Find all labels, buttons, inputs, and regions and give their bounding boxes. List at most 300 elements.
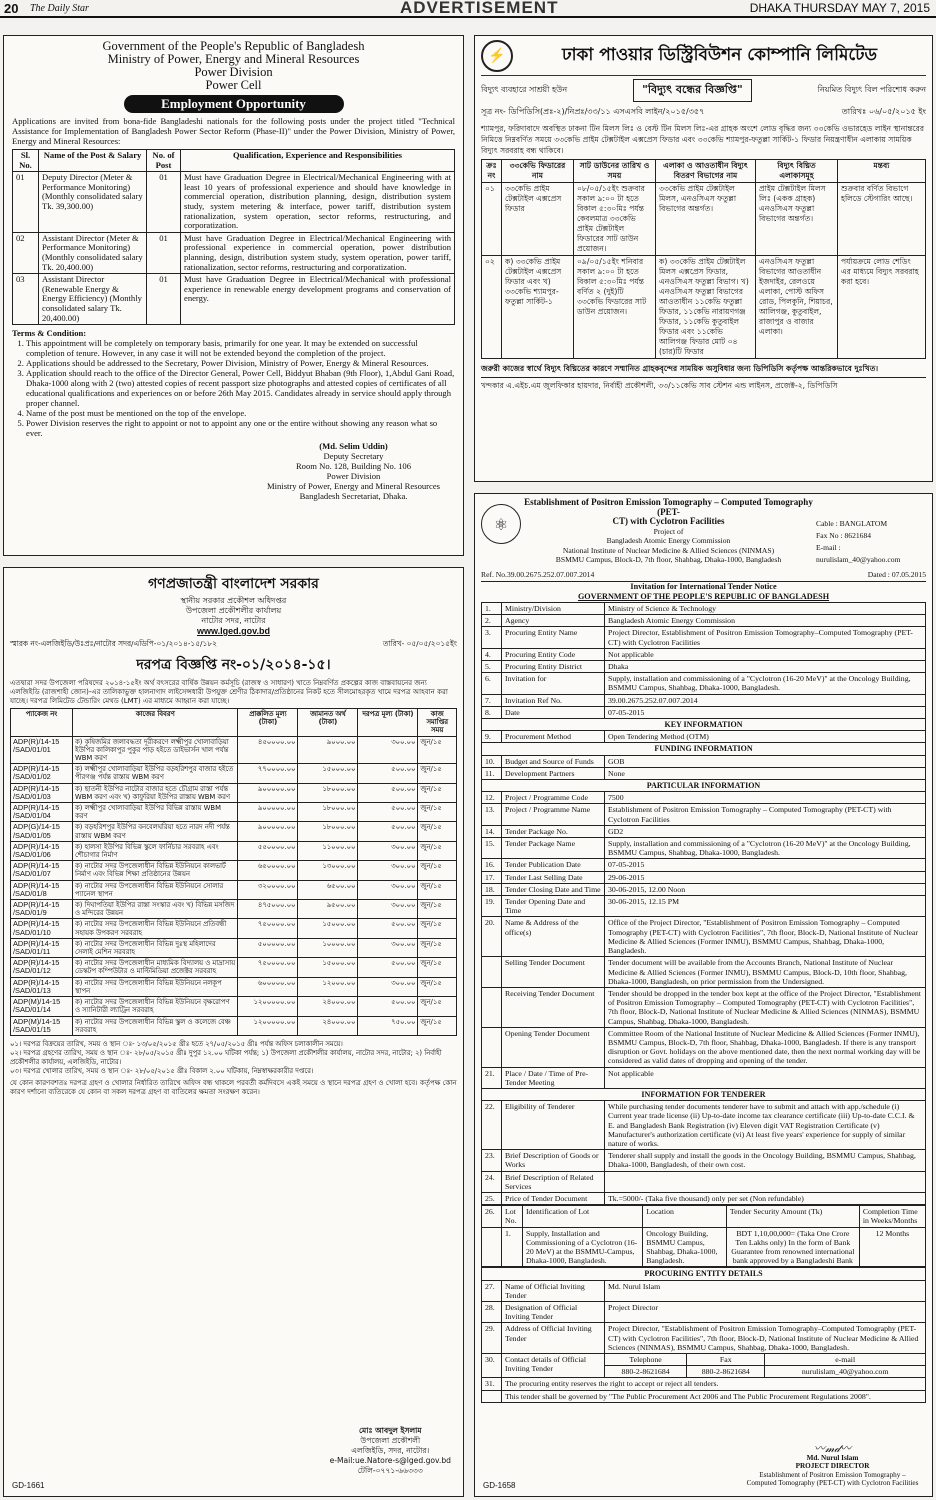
pet-ct-tender-notice	[474, 493, 933, 1497]
gov-line: Government of the People's Republic of Bangladesh	[102, 39, 365, 53]
row-value: Open Tendering Method (OTM)	[605, 731, 926, 743]
table-row	[482, 883, 926, 895]
section-procuring: PROCURING ENTITY DETAILS	[482, 1268, 926, 1280]
row-label: Place / Date / Time of Pre-Tender Meeting	[502, 1067, 605, 1088]
contact-header: 30. Contact details of Official Inviting Tender Telephone Fax e-mail	[482, 1354, 926, 1366]
cell-est: ১২০০০০০.০০	[238, 1016, 298, 1035]
cell-est: ৫০০০০০.০০	[238, 938, 298, 957]
cell-sec: ১৫০০০.০০	[298, 958, 358, 977]
slogan-left: বিদ্যুৎ ব্যবহারে সাশ্রয়ী হউন	[481, 85, 568, 94]
cell-code: ADP(M)/14-15 /SAD/01/15	[11, 1016, 73, 1035]
cell-code: ADP(R)/14-15 /SAD/01/10	[11, 919, 73, 938]
col-count: No. of Post	[147, 150, 181, 172]
table-row	[482, 896, 926, 917]
row-number	[482, 1027, 502, 1067]
row-label: Project / Programme Code	[502, 792, 605, 804]
row-value: Tenderer shall supply and install the goods in the Oncology Building, BSMMU Campus, Shahbag, Dhaka-1000, Bangladesh, of their own cost.	[605, 1150, 926, 1171]
row-label: Selling Tender Document	[502, 957, 605, 988]
table-row	[482, 917, 926, 957]
row-value: Committee Room of the National Institute of Nuclear Medicine & Allied Sciences (Former INMU), BSMMU Campus, Block-D, 7th floor, Shahbag, Dhaka-1000, Bangladesh. If there is any transport disruption or Govt. holidays on the above mentioned date, then the next normal working day will be considered as valid dates of dropping and opening of the tender.	[605, 1027, 926, 1067]
row-number: 2.	[482, 615, 502, 627]
row-number: 25.	[482, 1192, 502, 1204]
cell-fee: ৩০০.০০	[358, 861, 418, 880]
cell-code: ADP(R)/14-15 /SAD/01/04	[11, 803, 73, 822]
table-row	[11, 803, 457, 822]
row-label: Ministry/Division	[502, 603, 605, 615]
row-label: Project / Programme Name	[502, 804, 605, 825]
cell-dur: জুন/১৫	[418, 900, 457, 919]
table-row: 02 Assistant Director (Meter & Performance Monitoring) (Monthly consolidated salary Tk. 20,400.00) 01 Must have Graduation Degree in Electrical/Mechanical Engineering with professional experience in commercial operation, power distribution planning, design, distribution system study, system operation, power tariff, rationalization, sector reforms, restructuring and corporatization.	[13, 232, 455, 273]
row-value: Tk.=5000/- (Taka five thousand) only per set (Non refundable)	[605, 1192, 926, 1204]
procuring-table	[481, 1267, 926, 1402]
cell-fee: ৩০০.০০	[358, 977, 418, 996]
table-row	[482, 706, 926, 718]
table-row	[11, 764, 457, 783]
table-row	[482, 838, 926, 859]
cell-fee: ৫০০.০০	[358, 764, 418, 783]
cell-dur: জুন/১৫	[418, 880, 457, 899]
table-row	[11, 841, 457, 860]
table-row: ০১ ৩৩কেভি প্রাইম টেক্সটাইল এক্সপ্রেস ফিডার ০৮/০৫/১৫ইং শুক্রবার সকাল ৯:০০ টা হতে বিকাল ৫:৩০মিঃ পর্যন্ত কেবলমাত্র ৩৩কেভি প্রাইম টেক্সটাইল ফিডারের সাট ডাউন প্রয়োজন। ৩৩কেভি প্রাইম টেক্সটাইল মিলস, এনওসিএস ফতুল্লা বিভাগের অন্তর্গত। প্রাইম টেক্সটাইল মিলস লিঃ (একক গ্রাহক) এনওসিএস ফতুল্লা বিভাগের অন্তর্গত। শুক্রবার বর্ণিত বিভাগে হলিডে স্টেগারিং আছে।	[482, 183, 926, 256]
row-value: None	[605, 767, 926, 779]
schedule: ০১। দরপত্র বিক্রয়ের তারিখ, সময় ও স্থান ঃ- ১৩/০৫/২০১৫ খ্রীঃ হতে ২৭/০৫/২০১৫ খ্রীঃ পর্যন্ত অফিস চলাকালীন সময়ে। ০২। দরপত্র গ্রহণের তারিখ, সময় ও স্থান ঃ- ২৮/০৫/২০১৫ খ্রীঃ দুপুর ১২.০০ ঘটিকা পর্যন্ত; ১) উপজেলা প্রকৌশলীর কার্যালয়, নাটোর সদর, নাটোর; ২) নির্বাহী প্রকৌশলীর কার্যালয়, এলজিইডি, নাটোর। ০৩। দরপত্র খোলার তারিখ, সময় ও স্থান ঃ- ২৮/০৫/২০১৫ খ্রীঃ বিকাল ২.০০ ঘটিকায়, নিম্নস্বাক্ষরকারীর দপ্তরে।	[10, 1039, 442, 1075]
row-label: Procuring Entity Code	[502, 648, 605, 660]
cell-fee: ৫০০.০০	[358, 803, 418, 822]
row-label: Agency	[502, 615, 605, 627]
cell-code: ADP(R)/14-15 /SAD/01/06	[11, 841, 73, 860]
row-label: Tender Package No.	[502, 825, 605, 837]
cell-est: ৯০০০০০.০০	[238, 822, 298, 841]
row-value: 07-05-2015	[605, 706, 926, 718]
cell-dur: জুন/১৫	[418, 803, 457, 822]
term-item: 3. Application should reach to the office of the Director General, Power Cell, Biddyut Bhaban (9th Floor), 1,Abdul Gani Road, Dhaka-1000 along with 2 (two) attested copies of recent passport size photographs and attested copies of certificates of all educational qualifications and experiences on or before 26th May 2015. Candidates already in service should apply through proper channel.	[26, 368, 455, 408]
cell-dur: জুন/১৫	[418, 861, 457, 880]
lged-tender-notice	[3, 567, 464, 1497]
ad3-footer: যে কোন কারণবশতঃ দরপত্র গ্রহণ ও খোলার নির্ধারিত তারিখে অফিস বন্ধ থাকলে পরবর্তী কর্মদিবসে একই সময়ে ও স্থানে দরপত্র গ্রহণ ও খোলা হবে। কর্তৃপক্ষ কোন কারণ দর্শানো ব্যতিরেকে যে কোন বা সকল দরপত্র গ্রহণ বা বাতিলের ক্ষমতা সংরক্ষণ করেন।	[10, 1078, 457, 1096]
section-tenderer: INFORMATION FOR TENDERER	[482, 1088, 926, 1100]
row-value: Office of the Project Director, "Establishment of Positron Emission Tomography – Computed Tomography (PET-CT) with Cyclotron Facilities", 7th floor, Block-D, National Institute of Nuclear Medicine & Allied Sciences (Former INMU), BSMMU Campus, Shahbag, Dhaka-1000, Bangladesh.	[605, 917, 926, 957]
row-number: 23.	[482, 1150, 502, 1171]
ad1-header	[12, 40, 455, 92]
cell-code: ADP(M)/14-15 /SAD/01/14	[11, 997, 73, 1016]
cell-dur: জুন/১৫	[418, 841, 457, 860]
table-row	[11, 880, 457, 899]
terms	[12, 328, 455, 438]
table-row	[482, 1302, 926, 1323]
gov-title: গণপ্রজাতন্ত্রী বাংলাদেশ সরকার	[148, 576, 319, 592]
cell-est: ৩২০০০০.০০	[238, 880, 298, 899]
table-row	[482, 1323, 926, 1354]
row-number: 6.	[482, 673, 502, 694]
cell-code: ADP(R)/14-15 /SAD/01/8	[11, 880, 73, 899]
table-row	[11, 783, 457, 802]
atom-logo-icon: ⚛	[481, 504, 521, 544]
table-row: This tender shall be governed by "The Public Procurement Act 2006 and The Public Procurement Regulations 2008".	[482, 1390, 926, 1402]
cell-code: ADP(R)/14-15 /SAD/01/13	[11, 977, 73, 996]
row-value: GD2	[605, 825, 926, 837]
row-number: 17.	[482, 871, 502, 883]
table-row: ০২ ক) ৩৩কেভি প্রাইম টেক্সটাইল এক্সপ্রেস ফিডার এবং খ) ৩৩কেভি শ্যামপুর-ফতুল্লা সার্কিট-১ ০৯/০৫/১৫ইং শনিবার সকাল ৯:০০ টা হতে বিকাল ৫:৩০মিঃ পর্যন্ত বর্ণিত ২ (দুই)টি ৩৩কেভি ফিডারের সাট ডাউন প্রয়োজন। ক) ৩৩কেভি প্রাইম টেক্সটাইল মিলস এক্সপ্রেস ফিডার, এনওসিএস ফতুল্লা বিভাগ। খ) এনওসিএস ফতুল্লা বিভাগের আওতাধীন ১১কেভি ফতুল্লা ফিডার, ১১কেভি নারায়ণগঞ্জ ফিডার, ১১কেভি কুতুবাইল ফিডার এবং ১১কেভি আলিগঞ্জ ফিডার মোট ০৪ (চার)টি ফিডার এনওসিএস ফতুল্লা বিভাগের আওতাধীন ইজদাইর, রেলওয়ে এলাকা, পোস্ট অফিস রোড, পিলকুনি, শিয়াচর, আলিগঞ্জ, কুতুবাইল, রাজাপুর ও বাজার এলাকা। পর্যায়ক্রমে লোড শেডিং এর মাধ্যমে বিদ্যুৎ সরবরাহ করা হবে।	[482, 256, 926, 359]
cell-est: ৪৫০০০০.০০	[238, 736, 298, 764]
row-label: Invitation Ref No.	[502, 694, 605, 706]
company-name: ঢাকা পাওয়ার ডিস্ট্রিবিউশন কোম্পানি লিমিটেড	[561, 45, 878, 65]
table-row	[11, 736, 457, 764]
row-label: Tender Package Name	[502, 838, 605, 859]
table-row	[482, 1101, 926, 1150]
row-value: Md. Nurul Islam	[605, 1280, 926, 1301]
cell-sec: ১৩০০০.০০	[298, 861, 358, 880]
cell-desc: ক) নাটোর সদর উপজেলাধীন বিভিন্ন ইউনিয়নে বৃক্ষরোপণ ও স্যানিটারী ল্যাট্রিন সরবরাহ	[73, 997, 238, 1016]
terms-title: Terms & Condition:	[12, 328, 87, 339]
ad4-signature: 〰𝓂𝒹〰 Md. Nurul Islam PROJECT DIRECTOR Establishment of Positron Emission Tomography – Computed Tomography (PET-CT) with Cyclotron Facilities	[746, 1442, 919, 1488]
tender-title: দরপত্র বিজ্ঞপ্তি নং-০১/২০১৪-১৫।	[136, 657, 331, 673]
row-value: Bangladesh Atomic Energy Commission	[605, 615, 926, 627]
cell-sec: ১৮০০০.০০	[298, 783, 358, 802]
term-item: 2. Applications should be addressed to the Secretary, Power Division, Ministry of Power, Energy & Mineral Resources.	[26, 358, 455, 368]
cell-desc: ক) দিঘাপতিয়া ইউপির রাস্তা সংস্কার এবং খ) বিভিন্ন মসজিদ ও মন্দিরের উন্নয়ন	[73, 900, 238, 919]
row-number: 28.	[482, 1302, 502, 1323]
cell-fee: ৩০০.০০	[358, 900, 418, 919]
cell-code: ADP(G)/14-15 /SAD/01/05	[11, 822, 73, 841]
cell-desc: ক) নাটোর সদর উপজেলাধীন বিভিন্ন ইউনিয়নে নলকূপ স্থাপন	[73, 977, 238, 996]
cell-dur: জুন/১৫	[418, 736, 457, 764]
row-value: Establishment of Positron Emission Tomography – Computed Tomography (PET-CT) with Cyclotron Facilities	[605, 804, 926, 825]
table-row	[482, 1280, 926, 1301]
row-value: Ministry of Science & Technology	[605, 603, 926, 615]
cell-fee: ৫০০.০০	[358, 958, 418, 977]
cell-est: ১২০০০০০.০০	[238, 997, 298, 1016]
table-row	[482, 767, 926, 779]
cell-dur: জুন/১৫	[418, 938, 457, 957]
cell-dur: জুন/১৫	[418, 764, 457, 783]
row-value: Project Director	[605, 1302, 926, 1323]
gd-code: GD-1658	[483, 1481, 516, 1490]
table-row	[11, 977, 457, 996]
memo-number: স্মারক নং-এলজিইডি/উঃপ্রঃ/নাটোর সদর/এডিপি-০১/২০১৪-১৫/১৮২	[10, 639, 217, 648]
row-number: 27.	[482, 1280, 502, 1301]
row-number: 8.	[482, 706, 502, 718]
cell-sec: ২৪০০০.০০	[298, 997, 358, 1016]
table-row: 1. Supply, Installation and Commissioning of a Cyclotron (16-20 MeV) at the BSMMU-Campus, Dhaka-1000, Bangladesh. Oncology Building, BSMMU Campus, Shahbag, Dhaka-1000, Bangladesh. BDT 1,10,00,000= (Taka One Crore Ten Lakhs only) In the form of Bank Guarantee from renowned international bank approved by a Bangladeshi Bank 12 Months	[482, 1227, 926, 1267]
row-label: Receiving Tender Document	[502, 987, 605, 1027]
lot-header: 26. Lot No. Identification of Lot Location Tender Security Amount (Tk) Completion Time in Weeks/Months	[482, 1206, 926, 1227]
tender-intro: এতদ্বারা সদর উপজেলা পরিষদের ২০১৪-১৫ইং অর্থ বৎসরের বার্ষিক উন্নয়ন কর্মসূচি (রাজস্ব ও সাধারণ) খাতে নিম্নবর্ণিত প্রকল্পের কাজ বাস্তবায়নের জন্য এলজিইডি (রাজশাহী জোন)-এর তালিকাভুক্ত হালনাগাদ লাইসেন্সধারী উপযুক্ত শ্রেণীর ঠিকাদার/প্রতিষ্ঠানের নিকট হতে সীলমোহরকৃত খামে দরপত্র আহবান করা যাচ্ছে। দরপত্র লিমিটেড টেন্ডারিং মেথড (LMT) এর মাধ্যমে আহ্বান করা যাচ্ছে।	[10, 679, 448, 705]
term-item: 5. Power Division reserves the right to appoint or not to appoint any one or the entire without showing any reason what so ever.	[26, 418, 455, 438]
cell-desc: ক) নাটোর সদর উপজেলাধীন বিভিন্ন ইউনিয়নে সোলার প্যানেল স্থাপন	[73, 880, 238, 899]
cell-fee: ৩০০.০০	[358, 880, 418, 899]
table-row	[482, 1171, 926, 1192]
packages-table: প্যাকেজ নং কাজের বিবরণ প্রাক্কলিত মূল্য (টাকা) জামানত অর্থ (টাকা) দরপত্র মূল্য (টাকা) কাজ সমাপ্তির সময় ADP(R)/14-15 /SAD/01/01 ক) কৃষিজমির জলাবদ্ধতা দূরীকরণে লক্ষ্মীপুর খোলাবাড়িয়া ইউপির কালিকাপুর পুকুর পাড় হইতে ডাইভার্সন খাল পর্যন্ত WBM করণ ৪৫০০০০.০০ ৯০০০.০০ ৩০০.০০ জুন/১৫ ADP(R)/14-15 /SAD/01/02 ক) লক্ষ্মীপুর খোলাবাড়িয়া ইউপির বড়হরিশপুর বাজার হইতে পীরগঞ্জ পর্যন্ত রাস্তায় WBM করণ ৭৭০০০০.০০ ১৫০০০.০০ ৫০০.০০ জুন/১৫ ADP(R)/14-15 /SAD/01/03 ক) ছাতনী ইউপির নাটোর বাজার হতে চৌগ্রাম রাস্তা পর্যন্ত WBM করণ এবং খ) কাফুরিয়া ইউপির রাস্তায় WBM করণ ৯০০০০০.০০ ১৮০০০.০০ ৫০০.০০ জুন/১৫ ADP(R)/14-15 /SAD/01/04 ক) লক্ষ্মীপুর খোলাবাড়িয়া ইউপির বিভিন্ন রাস্তায় WBM করণ ৯০০০০০.০০ ১৮০০০.০০ ৫০০.০০ জুন/১৫ ADP(G)/14-15 /SAD/01/05 ক) বড়হরিশপুর ইউপির বনবেলঘরিয়া হতে নারদ নদী পর্যন্ত রাস্তায় WBM করণ ৯০০০০০.০০ ১৮০০০.০০ ৫০০.০০ জুন/১৫ ADP(R)/14-15 /SAD/01/06 ক) হালসা ইউপির বিভিন্ন স্কুলে ফার্নিচার সরবরাহ এবং শৌচাগার নির্মাণ ৫৫০০০০.০০ ১১০০০.০০ ৩০০.০০ জুন/১৫ ADP(R)/14-15 /SAD/01/07 ক) নাটোর সদর উপজেলাধীন বিভিন্ন ইউনিয়নে কালভার্ট নির্মাণ এবং বিভিন্ন শিক্ষা প্রতিষ্ঠানের উন্নয়ন ৬৫০০০০.০০ ১৩০০০.০০ ৩০০.০০ জুন/১৫ ADP(R)/14-15 /SAD/01/8 ক) নাটোর সদর উপজেলাধীন বিভিন্ন ইউনিয়নে সোলার প্যানেল স্থাপন ৩২০০০০.০০ ৬৫০০.০০ ৩০০.০০ জুন/১৫ ADP(R)/14-15 /SAD/01/9 ক) দিঘাপতিয়া ইউপির রাস্তা সংস্কার এবং খ) বিভিন্ন মসজিদ ও মন্দিরের উন্নয়ন ৪৭৫০০০.০০ ৯৫০০.০০ ৩০০.০০ জুন/১৫ ADP(R)/14-15 /SAD/01/10 ক) নাটোর সদর উপজেলাধীন বিভিন্ন ইউনিয়নে প্রতিবন্ধী সহায়ক উপকরণ সরবরাহ ৭৫০০০০.০০ ১৫০০০.০০ ৫০০.০০ জুন/১৫ ADP(R)/14-15 /SAD/01/11 ক) নাটোর সদর উপজেলাধীন বিভিন্ন দুঃস্থ মহিলাদের সেলাই মেশিন সরবরাহ ৫০০০০০.০০ ১০০০০.০০ ৩০০.০০ জুন/১৫ ADP(R)/14-15 /SAD/01/12 ক) নাটোর সদর উপজেলাধীন মাধ্যমিক বিদ্যালয় ও মাদ্রাসায় ডেস্কটপ কম্পিউটার ও মাল্টিমিডিয়া প্রজেক্টর সরবরাহ ৭৫০০০০.০০ ১৫০০০.০০ ৫০০.০০ জুন/১৫ ADP(R)/14-15 /SAD/01/13 ক) নাটোর সদর উপজেলাধীন বিভিন্ন ইউনিয়নে নলকূপ স্থাপন ৬০০০০০.০০ ১২০০০.০০ ৩০০.০০ জুন/১৫ ADP(M)/14-15 /SAD/01/14 ক) নাটোর সদর উপজেলাধীন বিভিন্ন ইউনিয়নে বৃক্ষরোপণ ও স্যানিটারী ল্যাট্রিন সরবরাহ ১২০০০০০.০০ ২৪০০০.০০ ৫০০.০০ জুন/১৫ ADP(M)/14-15 /SAD/01/15 ক) নাটোর সদর উপজেলাধীন বিভিন্ন স্কুল ও কলেজে বেঞ্চ সরবরাহ ১২০০০০০.০০ ২৪০০০.০০ ৭৫০.০০ জুন/১৫	[10, 708, 457, 1036]
division-line: Power Division	[194, 65, 273, 79]
cell-est: ৭৫০০০০.০০	[238, 919, 298, 938]
ad4-header	[481, 498, 926, 566]
cell-sec: ১০০০০.০০	[298, 938, 358, 957]
row-label: Procuring Entity District	[502, 661, 605, 673]
contact-row: 880-2-8621684 880-2-8621684 nurulislam_40@yahoo.com	[482, 1366, 926, 1378]
table-row: 03 Assistant Director (Renewable Energy & Energy Efficiency) (Monthly consolidated salary Tk. 20,400.00) 01 Must have Graduation Degree in Electrical/Mechanical with professional experience in renewable energy development programs and conservation of energy.	[13, 274, 455, 325]
table-row	[11, 938, 457, 957]
cell-est: ৭৫০০০০.০০	[238, 958, 298, 977]
row-value: While purchasing tender documents tenderer have to submit and attach with app./schedule (i) Current year trade license (ii) Up-to-date income tax clearance certificate (iii) Up-to-date C.C.I. & E. and Bangladesh Bank Registration (iv) Eleven digit VAT Registration Certificate (v) Manufacturer's authorization certificate (vi) At least five years' experience for supply of similar nature of works.	[605, 1101, 926, 1150]
row-number: 1.	[482, 603, 502, 615]
table-row	[482, 694, 926, 706]
ad1-signature: (Md. Selim Uddin) Deputy Secretary Room No. 128, Building No. 106 Power Division Ministry of Power, Energy and Mineral Resources Bangladesh Secretariat, Dhaka.	[266, 441, 440, 502]
row-label: Brief Description of Related Services	[502, 1171, 605, 1192]
row-label: Name & Address of the office(s)	[502, 917, 605, 957]
table-row	[11, 900, 457, 919]
row-number: 13.	[482, 804, 502, 825]
row-value: Tender should be dropped in the tender box kept at the office of the Project Director, "Establishment of Positron Emission Tomography – Computed Tomography (PET-CT) with Cyclotron Facilities", 7th floor, Block-D, National Institute of Nuclear Medicine & Allied Sciences (NINMAS), BSMMU Campus, Shahbag, Dhaka-1000, Bangladesh.	[605, 987, 926, 1027]
cell-code: ADP(R)/14-15 /SAD/01/11	[11, 938, 73, 957]
cell-est: ৯০০০০০.০০	[238, 783, 298, 802]
row-value: 30-06-2015, 12.15 PM	[605, 896, 926, 917]
contact-block: Cable : BANGLATOM Fax No : 8621684 E-mail : nurulislam_40@yahoo.com	[816, 498, 926, 566]
cell-est: ৭৭০০০০.০০	[238, 764, 298, 783]
slogan-right: নিয়মিত বিদ্যুৎ বিল পরিশোধ করুন	[817, 85, 926, 94]
row-label: Opening Tender Document	[502, 1027, 605, 1067]
row-number: 20.	[482, 917, 502, 957]
table-row	[482, 957, 926, 988]
cell-fee: ৭৫০.০০	[358, 1016, 418, 1035]
row-value: 7500	[605, 792, 926, 804]
row-value: Not applicable	[605, 648, 926, 660]
cell-dur: জুন/১৫	[418, 783, 457, 802]
table-row	[482, 661, 926, 673]
table-row	[11, 861, 457, 880]
table-row	[482, 859, 926, 871]
row-number: 9.	[482, 731, 502, 743]
email-link[interactable]: nurulislam_40@yahoo.com	[765, 1366, 926, 1378]
row-value: Project Director, Establishment of Positron Emission Tomography–Computed Tomography (PET-CT) with Cyclotron Facilities	[605, 627, 926, 648]
table-row	[482, 603, 926, 615]
row-number: 10.	[482, 755, 502, 767]
table-row	[482, 1150, 926, 1171]
row-label: Designation of Official Inviting Tender	[502, 1302, 605, 1323]
row-number	[482, 987, 502, 1027]
cell-sec: ১৮০০০.০০	[298, 822, 358, 841]
row-value: 07-05-2015	[605, 859, 926, 871]
table-row	[482, 1067, 926, 1088]
table-row	[482, 825, 926, 837]
row-number: 4.	[482, 648, 502, 660]
cell-est: ৬৫০০০০.০০	[238, 861, 298, 880]
gov-title: GOVERNMENT OF THE PEOPLE'S REPUBLIC OF BANGLADESH	[577, 592, 830, 601]
power-shutdown-notice	[474, 35, 933, 482]
row-number: 12.	[482, 792, 502, 804]
row-label: Price of Tender Document	[502, 1192, 605, 1204]
website-link[interactable]: www.lged.gov.bd	[197, 626, 270, 636]
dpdc-logo-icon: ⚡	[481, 40, 513, 72]
row-label: Tender Opening Date and Time	[502, 896, 605, 917]
cell-sec: ৯০০০.০০	[298, 736, 358, 764]
cell-dur: জুন/১৫	[418, 977, 457, 996]
section-particular: PARTICULAR INFORMATION	[482, 780, 926, 792]
term-item: 1. This appointment will be completely on temporary basis, primarily for one year. It may be extended on successful completion of tenure. However, in any case it will not be extended beyond the completion of the project.	[26, 338, 455, 358]
table-row	[11, 1016, 457, 1035]
page-number: 20	[4, 0, 19, 16]
table-row: 01 Deputy Director (Meter & Performance Monitoring) (Monthly consolidated salary Tk. 39,300.00) 01 Must have Graduation Degree in Electrical/Mechanical Engineering with at least 10 years of professional experience and should have knowledge in commercial operation, distribution planning, design, distribution system study, system metering & interface, power tariff, distribution system rationalization, system operation, sector reforms, restructuring, and corporatization.	[13, 172, 455, 233]
cell-fee: ৫০০.০০	[358, 919, 418, 938]
row-label: Name of Official Inviting Tender	[502, 1280, 605, 1301]
cell-code: ADP(R)/14-15 /SAD/01/02	[11, 764, 73, 783]
cell-dur: জুন/১৫	[418, 822, 457, 841]
paper-name: The Daily Star	[30, 2, 89, 14]
cell-desc: ক) নাটোর সদর উপজেলাধীন বিভিন্ন ইউনিয়নে কালভার্ট নির্মাণ এবং বিভিন্ন শিক্ষা প্রতিষ্ঠানের উন্নয়ন	[73, 861, 238, 880]
email-link[interactable]: E-mail : nurulislam_40@yahoo.com	[816, 543, 901, 564]
section-funding: FUNDING INFORMATION	[482, 743, 926, 755]
table-row	[482, 804, 926, 825]
table-row	[11, 997, 457, 1016]
cell-est: ৫৫০০০০.০০	[238, 841, 298, 860]
ad2-apology: জরুরী কাজের স্বার্থে বিদ্যুৎ বিঘ্নিতের কারণে সম্মানিত গ্রাহকবৃন্দের সাময়িক অসুবিধার জন্য ডিপিডিসি কর্তৃপক্ষ আন্তরিকভাবে দুঃখিত।	[481, 364, 879, 373]
cell-desc: ক) নাটোর সদর উপজেলাধীন বিভিন্ন দুঃস্থ মহিলাদের সেলাই মেশিন সরবরাহ	[73, 938, 238, 957]
cell-sec: ৬৫০০.০০	[298, 880, 358, 899]
ad2-subheader	[481, 79, 926, 102]
dept-lines: স্থানীয় সরকার প্রকৌশল অধিদপ্তর উপজেলা প্রকৌশলীর কার্যালয় নাটোর সদর, নাটোর	[180, 596, 287, 625]
cell-desc: ক) কৃষিজমির জলাবদ্ধতা দূরীকরণে লক্ষ্মীপুর খোলাবাড়িয়া ইউপির কালিকাপুর পুকুর পাড় হইতে ডাইভার্সন খাল পর্যন্ত WBM করণ	[73, 736, 238, 764]
row-number	[482, 957, 502, 988]
section-title: ADVERTISEMENT	[400, 0, 559, 17]
row-label: Eligibility of Tenderer	[502, 1101, 605, 1150]
ad2-issuer: খন্দকার এ.এইচ.এম জুলফিকার হায়দার, নির্বাহী প্রকৌশলী, ৩৩/১১কেভি সাব স্টেশন এন্ড লাইনস, প্রজেক্ট-২, ডিপিডিসি	[481, 377, 926, 391]
section-key: KEY INFORMATION	[482, 719, 926, 731]
row-number: 29.	[482, 1323, 502, 1354]
cell-sec: ১৮০০০.০০	[298, 803, 358, 822]
ad3-signature: মোঃ আবদুল ইসলাম উপজেলা প্রকৌশলী এলজিইডি, সদর, নাটোর। e-Mail:ue.Natore-s@lged.gov.bd টেলি-০৭৭১-৬৬৩৩৩	[329, 1426, 451, 1475]
row-number: 19.	[482, 896, 502, 917]
table-row	[11, 919, 457, 938]
cell-est: ৬০০০০০.০০	[238, 977, 298, 996]
cell-fee: ৫০০.০০	[358, 783, 418, 802]
gd-code: GD-1661	[12, 1481, 45, 1490]
table-row	[482, 987, 926, 1027]
cell-sec: ১৫০০০.০০	[298, 919, 358, 938]
table-row	[482, 673, 926, 694]
col-post: Name of the Post & Salary	[39, 150, 147, 172]
table-row	[11, 958, 457, 977]
memo-line	[10, 639, 457, 651]
cell-sec: ৯৫০০.০০	[298, 900, 358, 919]
row-label: Development Partners	[502, 767, 605, 779]
row-label: Procuring Entity Name	[502, 627, 605, 648]
row-value: GOB	[605, 755, 926, 767]
cell-dur: জুন/১৫	[418, 997, 457, 1016]
cell-desc: ক) ছাতনী ইউপির নাটোর বাজার হতে চৌগ্রাম রাস্তা পর্যন্ত WBM করণ এবং খ) কাফুরিয়া ইউপির রাস্তায় WBM করণ	[73, 783, 238, 802]
cell-sec: ১৫০০০.০০	[298, 764, 358, 783]
cell-fee: ৩০০.০০	[358, 841, 418, 860]
table-row	[482, 1027, 926, 1067]
row-label: Budget and Source of Funds	[502, 755, 605, 767]
row-label: Invitation for	[502, 673, 605, 694]
table-row: 31. The procuring entity reserves the right to accept or reject all tenders.	[482, 1378, 926, 1390]
row-number: 24.	[482, 1171, 502, 1192]
cell-fee: ৩০০.০০	[358, 736, 418, 764]
cell-dur: জুন/১৫	[418, 1016, 457, 1035]
table-row	[482, 615, 926, 627]
issue-date: DHAKA THURSDAY MAY 7, 2015	[749, 1, 930, 15]
cell-line: Power Cell	[205, 78, 262, 92]
cell-code: ADP(R)/14-15 /SAD/01/12	[11, 958, 73, 977]
cell-desc: ক) নাটোর সদর উপজেলাধীন মাধ্যমিক বিদ্যালয় ও মাদ্রাসায় ডেস্কটপ কম্পিউটার ও মাল্টিমিডিয়া প্রজেক্টর সরবরাহ	[73, 958, 238, 977]
col-sl: Sl. No.	[13, 150, 39, 172]
col-qualification: Qualification, Experience and Responsibilities	[181, 150, 455, 172]
ad2-header	[481, 40, 926, 76]
posts-table	[12, 149, 455, 325]
row-value: Project Director, "Establishment of Positron Emission Tomography–Computed Tomography (PET-CT) with Cyclotron Facilities", 7th floor, Block-D, National Institute of Nuclear Medicine & Allied Sciences (NINMAS), BSMMU Campus, Shahbag, Dhaka-1000, Bangladesh.	[605, 1323, 926, 1354]
row-value: Tender document will be available from the Accounts Branch, National Institute of Nuclear Medicine & Allied Sciences (Former INMU), BSMMU Campus, Block-D, 10th floor, Shahbag, Dhaka-1000, Bangladesh, on prior permission from the Undersigned.	[605, 957, 926, 988]
row-value: 29-06-2015	[605, 871, 926, 883]
row-value	[605, 1171, 926, 1192]
ad4-ref: Ref. No.39.00.2675.252.07.007.2014 Dated : 07.05.2015	[481, 568, 926, 582]
tender-table	[481, 602, 926, 1205]
cell-desc: ক) লক্ষ্মীপুর খোলাবাড়িয়া ইউপির বড়হরিশপুর বাজার হইতে পীরগঞ্জ পর্যন্ত রাস্তায় WBM করণ	[73, 764, 238, 783]
row-label: Date	[502, 706, 605, 718]
table-row	[482, 871, 926, 883]
cell-code: ADP(R)/14-15 /SAD/01/03	[11, 783, 73, 802]
cell-sec: ১২০০০.০০	[298, 977, 358, 996]
cell-est: ৪৭৫০০০.০০	[238, 900, 298, 919]
term-item: 4. Name of the post must be mentioned on the top of the envelope.	[26, 408, 455, 418]
lot-table	[481, 1205, 926, 1267]
row-number: 16.	[482, 859, 502, 871]
cell-dur: জুন/১৫	[418, 958, 457, 977]
ad2-ref	[481, 106, 926, 119]
row-label: Tender Closing Date and Time	[502, 883, 605, 895]
row-value: 39.00.2675.252.07.007.2014	[605, 694, 926, 706]
signature-scribble: 〰𝓂𝒹〰	[814, 1442, 851, 1456]
table-row	[482, 627, 926, 648]
cell-dur: জুন/১৫	[418, 919, 457, 938]
row-number: 11.	[482, 767, 502, 779]
cell-desc: ক) লক্ষ্মীপুর খোলাবাড়িয়া ইউপির বিভিন্ন রাস্তায় WBM করণ	[73, 803, 238, 822]
notice-title: Invitation for International Tender Notice	[630, 582, 777, 591]
table-row	[482, 1192, 926, 1204]
row-value: 30-06-2015, 12.00 Noon	[605, 883, 926, 895]
email-link[interactable]: e-Mail:ue.Natore-s@lged.gov.bd	[329, 1456, 451, 1465]
ad2-body: শ্যামপুর, ফরিদাবাদে অবস্থিত ঢাকনা টিন মিলস লিঃ ও বেস্ট টিন মিলস লিঃ-এর গ্রাহক অংশে লোড বৃদ্ধির জন্য ৩৩কেভি ওভারহেড লাইন স্থানান্তরের নিমিত্তে নিম্নবর্ণিত সময়ে ৩৩কেভি প্রাইম টেক্সটাইল এক্সপ্রেস ফিডার এবং ৩৩কেভি শ্যামপুর-ফতুল্লা সার্কিট-১ ফিডার নিয়ন্ত্রণাধীন এলাকায় সাময়িক বিদ্যুৎ সরবরাহ বন্ধ থাকিবে।	[481, 124, 925, 155]
row-number: 3.	[482, 627, 502, 648]
table-row	[482, 755, 926, 767]
row-label: Tender Publication Date	[502, 859, 605, 871]
row-value: Supply, installation and commissioning of a "Cyclotron (16-20 MeV)" at the Oncology Building, BSMMU Campus, Shahbag, Dhaka-1000, Bangladesh.	[605, 838, 926, 859]
cell-desc: ক) নাটোর সদর উপজেলাধীন বিভিন্ন ইউনিয়নে প্রতিবন্ধী সহায়ক উপকরণ সরবরাহ	[73, 919, 238, 938]
table-row	[482, 648, 926, 660]
row-value: Supply, installation and commissioning of a "Cyclotron (16-20 MeV)" at the Oncology Building, BSMMU Campus, Shahbag, Dhaka-1000, Bangladesh.	[605, 673, 926, 694]
table-row	[482, 731, 926, 743]
ref-number: সূত্র নং- ডিপিডিসি(প্রঃ-২)/নিপ্রঃ/৩৩/১১ এসএসবি লাইন/২০১৫/৩৫৭	[481, 107, 705, 116]
memo-date: তারিখ- ০৫/০৫/২০১৫ইং	[382, 639, 457, 648]
cell-desc: ক) নাটোর সদর উপজেলাধীন বিভিন্ন স্কুল ও কলেজে বেঞ্চ সরবরাহ	[73, 1016, 238, 1035]
row-value: Not applicable	[605, 1067, 926, 1088]
table-row	[11, 822, 457, 841]
employment-banner: Employment Opportunity	[124, 95, 344, 113]
row-number: 14.	[482, 825, 502, 837]
table-row	[482, 792, 926, 804]
row-number: 15.	[482, 838, 502, 859]
cell-code: ADP(R)/14-15 /SAD/01/07	[11, 861, 73, 880]
row-label: Address of Official Inviting Tender	[502, 1323, 605, 1354]
cell-fee: ৫০০.০০	[358, 822, 418, 841]
cell-sec: ১১০০০.০০	[298, 841, 358, 860]
row-label: Brief Description of Goods or Works	[502, 1150, 605, 1171]
cell-est: ৯০০০০০.০০	[238, 803, 298, 822]
cell-code: ADP(R)/14-15 /SAD/01/01	[11, 736, 73, 764]
page-header	[0, 0, 936, 18]
row-number: 5.	[482, 661, 502, 673]
row-number: 18.	[482, 883, 502, 895]
ad4-title-block: Establishment of Positron Emission Tomography – Computed Tomography (PET- CT) with Cyclotron Facilities Project of Bangladesh Atomic Energy Commission National Institute of Nuclear Medicine & Allied Sciences (NINMAS) BSMMU Campus, Block-D, 7th floor, Shahbag, Dhaka-1000, Bangladesh	[524, 497, 813, 564]
row-label: Procurement Method	[502, 731, 605, 743]
